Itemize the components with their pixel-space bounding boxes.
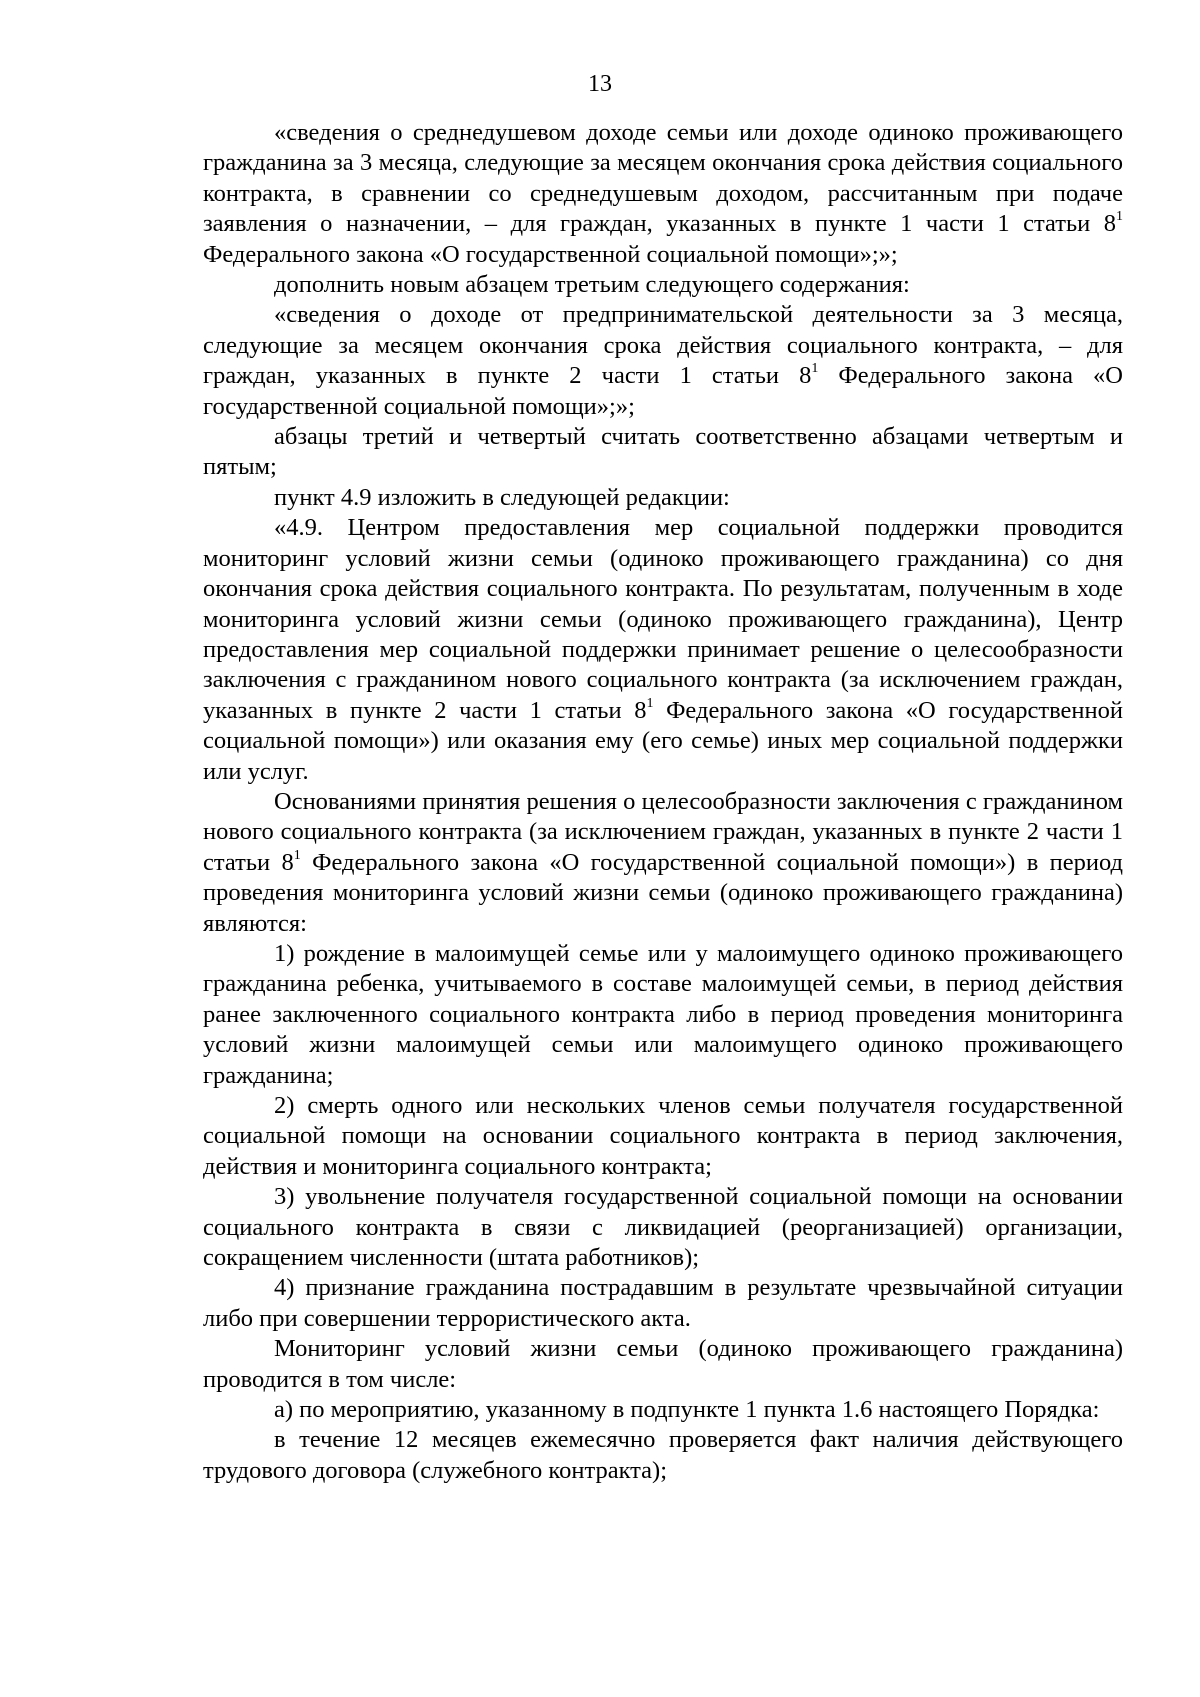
paragraph-9: 2) смерть одного или нескольких членов семьи получателя государственной социальной помощи на основании социального контракта в период заключения, действия и мониторинга социального контракта; [203,1092,1123,1180]
paragraph-14: в течение 12 месяцев ежемесячно проверяется факт наличия действующего трудового договора (служебного контракта); [203,1426,1123,1484]
paragraph-1: «сведения о среднедушевом доходе семьи или доходе одиноко проживающего гражданина за 3 месяца, следующие за месяцем окончания срока действия социального контракта, в сравнении со среднедушевым доходом, рассчитанным при подаче заявления о назначении, – для граждан, указанных в пункте 1 части 1 статьи $8^1$ Федерального закона «О государственной социальной помощи»;»; [203,119,1123,268]
superscript: 1 [293,847,301,863]
paragraph-3: «сведения о доходе от предпринимательской деятельности за 3 месяца, следующие за месяцем окончания срока действия социального контракта, – для граждан, указанных в пункте 2 части 1 статьи $8^1$ Федерального закона «О государственной социальной помощи»;»; [203,301,1123,420]
paragraph-12: Мониторинг условий жизни семьи (одиноко проживающего гражданина) проводится в том числе: [203,1335,1123,1393]
paragraph-8: 1) рождение в малоимущей семье или у малоимущего одиноко проживающего гражданина ребенка, учитываемого в составе малоимущей семьи, в период действия ранее заключенного социального контракта либо в период проведения мониторинга условий жизни малоимущей семьи или малоимущего одиноко проживающего гражданина; [203,939,1123,1089]
paragraph-5: пункт 4.9 изложить в следующей редакции: [274,483,730,511]
paragraph-4: абзацы третий и четвертый считать соответственно абзацами четвертым и пятым; [203,423,1123,481]
paragraph-10: 3) увольнение получателя государственной социальной помощи на основании социального контракта в связи с ликвидацией (реорганизацией) организации, сокращением численности (штата работников); [203,1183,1123,1272]
superscript: 1 [646,695,654,711]
paragraph-2: дополнить новым абзацем третьим следующего содержания: [274,271,910,299]
document-body [203,118,1123,1486]
paragraph-13: а) по мероприятию, указанному в подпункте 1 пункта 1.6 настоящего Порядка: [274,1396,1100,1424]
page-number: 13 [588,71,612,97]
paragraph-6: «4.9. Центром предоставления мер социальной поддержки проводится мониторинг условий жизни семьи (одиноко проживающего гражданина) со дня окончания срока действия социального контракта. По результатам, полученным в ходе мониторинга условий жизни семьи (одиноко проживающего гражданина), Центр предоставления мер социальной поддержки принимает решение о целесообразности заключения с гражданином нового социального контракта (за исключением граждан, указанных в пункте 2 части 1 статьи $8^1$ Федерального закона «О государственной социальной помощи») или оказания ему (его семье) иных мер социальной поддержки или услуг. [203,514,1123,785]
paragraph-11: 4) признание гражданина пострадавшим в результате чрезвычайной ситуации либо при совершении террористического акта. [203,1274,1123,1332]
superscript: 1 [1116,209,1123,225]
superscript: 1 [811,361,819,377]
paragraph-7: Основаниями принятия решения о целесообразности заключения с гражданином нового социального контракта (за исключением граждан, указанных в пункте 2 части 1 статьи $8^1$ Федерального закона «О государственной социальной помощи») в период проведения мониторинга условий жизни семьи (одиноко проживающего гражданина) являются: [203,787,1123,937]
